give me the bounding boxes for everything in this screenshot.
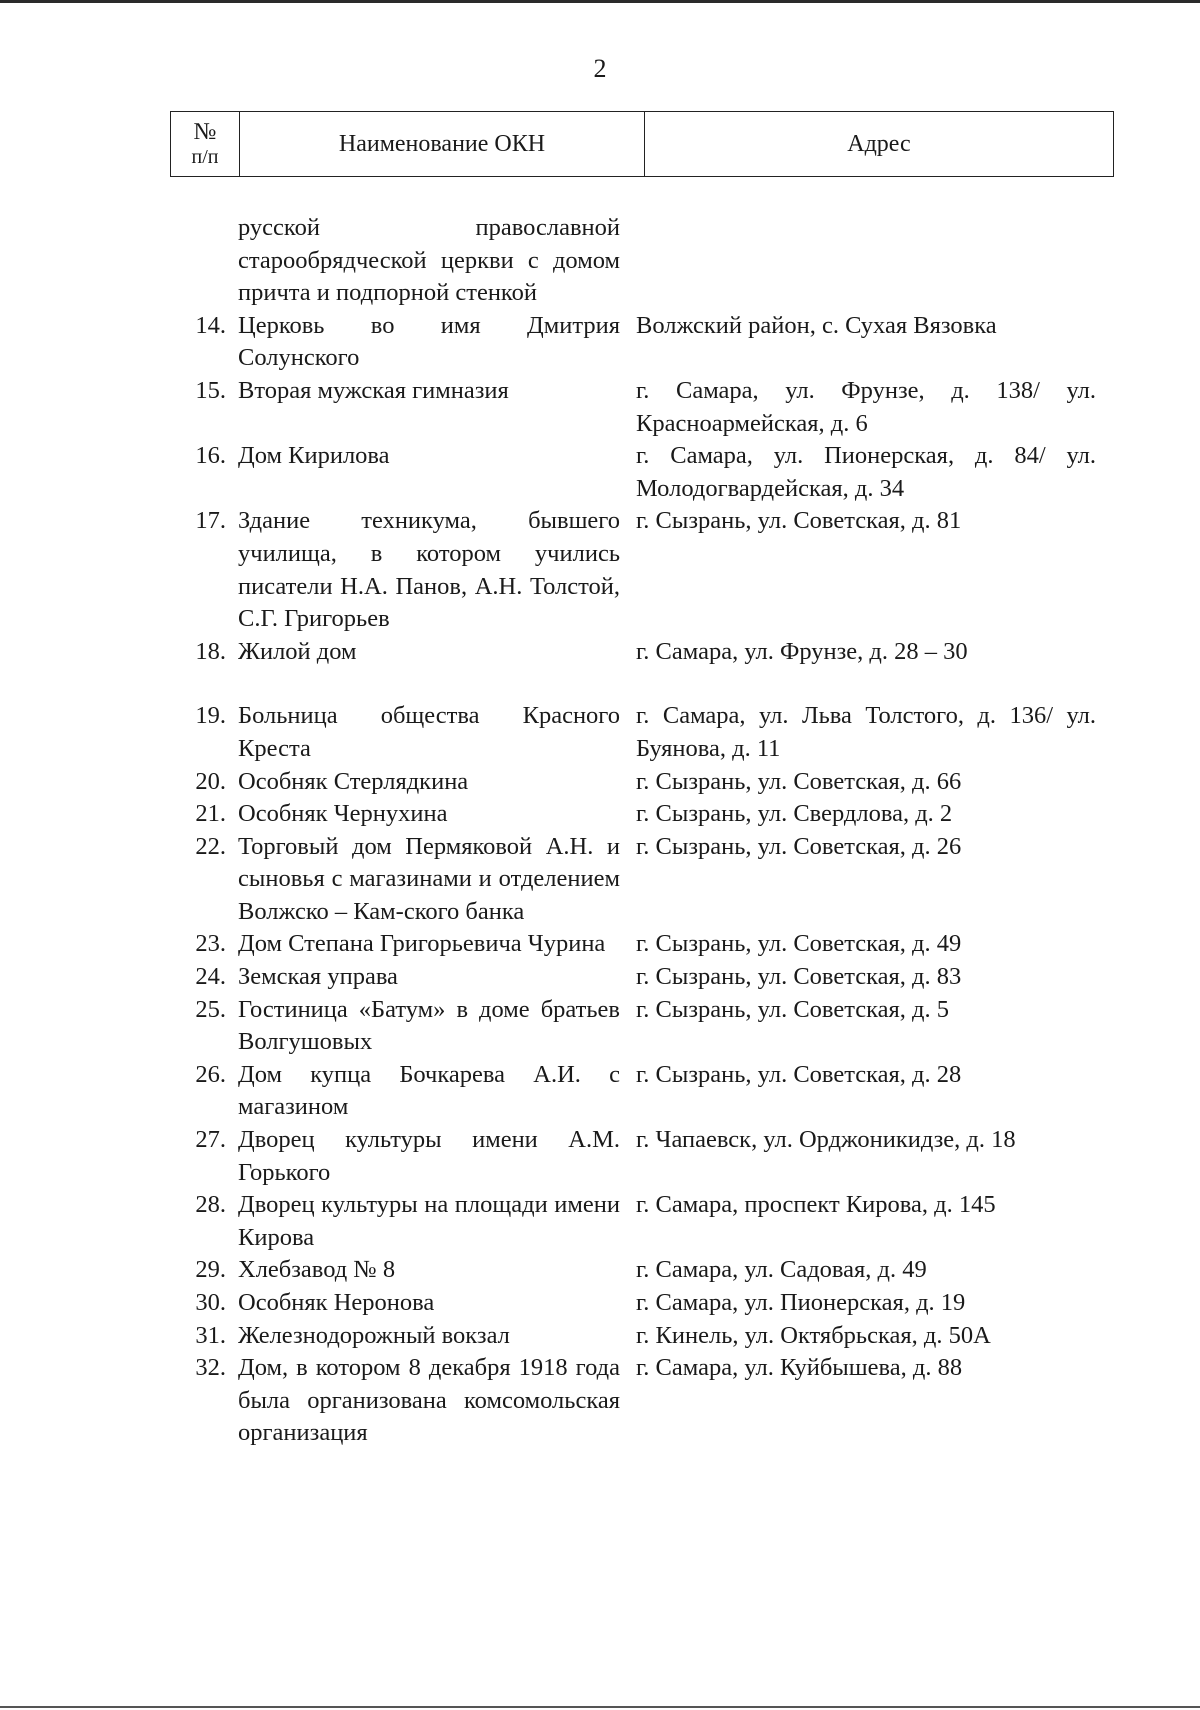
row-name: Больница общества Красного Креста [238, 702, 620, 762]
row-address [636, 212, 1096, 310]
row-name: Железнодорожный вокзал [238, 1321, 510, 1349]
row-name: Торговый дом Пермяковой А.Н. и сыновья с магазинами и отделением Волжско – Кам-ского банка [238, 832, 620, 925]
row-name: Жилой дом [238, 637, 357, 665]
row-spacer [170, 668, 1114, 700]
row-address: г. Самара, ул. Фрунзе, д. 138/ ул. Красноармейская, д. 6 [636, 376, 1096, 437]
table-header [170, 111, 1114, 177]
table-row [170, 961, 1114, 994]
row-number: 14. [195, 311, 226, 339]
table-row [170, 440, 1114, 505]
row-number: 22. [195, 832, 226, 860]
table-row [170, 636, 1114, 669]
table-row [170, 831, 1114, 929]
row-number: 19. [195, 702, 226, 730]
row-number: 23. [195, 930, 226, 958]
row-address: г. Самара, ул. Льва Толстого, д. 136/ ул. Буянова, д. 11 [636, 702, 1096, 762]
table-row [170, 928, 1114, 961]
row-name: Церковь во имя Дмитрия Солунского [238, 311, 620, 372]
page-number: 2 [593, 54, 607, 83]
table-row [170, 1189, 1114, 1254]
continuation-row [170, 212, 1114, 310]
row-address: г. Самара, проспект Кирова, д. 145 [636, 1191, 996, 1219]
row-address: г. Сызрань, ул. Советская, д. 28 [636, 1060, 962, 1088]
row-name: Дом Степана Григорьевича Чурина [238, 930, 606, 958]
row-number: 21. [195, 800, 226, 828]
header-number-cell [171, 112, 239, 176]
row-address: г. Самара, ул. Садовая, д. 49 [636, 1256, 927, 1284]
table-row [170, 1287, 1114, 1320]
row-name: Дворец культуры имени А.М. Горького [238, 1126, 620, 1186]
row-name: Дворец культуры на площади имени Кирова [238, 1191, 620, 1251]
row-number: 29. [195, 1256, 226, 1284]
row-number: 31. [195, 1321, 226, 1349]
row-name: Особняк Стерлядкина [238, 767, 469, 795]
row-number: 25. [195, 995, 226, 1023]
row-name: Вторая мужская гимназия [238, 376, 509, 404]
row-address: Волжский район, с. Сухая Вязовка [636, 311, 997, 339]
row-number: 15. [195, 376, 226, 404]
row-name: Земская управа [238, 963, 398, 991]
row-name: Дом купца Бочкарева А.И. с магазином [238, 1060, 620, 1121]
table-row [170, 1059, 1114, 1124]
table-row [170, 1352, 1114, 1450]
row-name: Особняк Неронова [238, 1289, 435, 1316]
row-number: 32. [195, 1354, 226, 1382]
row-address: г. Сызрань, ул. Советская, д. 81 [636, 507, 962, 535]
row-number: 18. [195, 637, 226, 665]
row-address: г. Сызрань, ул. Свердлова, д. 2 [636, 800, 953, 828]
row-address: г. Сызрань, ул. Советская, д. 83 [636, 963, 962, 991]
table-row [170, 766, 1114, 799]
row-number: 17. [195, 507, 226, 535]
header-address-cell: Адрес [644, 112, 1113, 176]
row-name: Хлебзавод № 8 [238, 1256, 396, 1284]
row-address: г. Сызрань, ул. Советская, д. 5 [636, 995, 949, 1023]
table-row [170, 1320, 1114, 1353]
bottom-border-line [0, 1706, 1200, 1708]
row-number: 26. [195, 1060, 226, 1088]
row-number: 20. [195, 767, 226, 795]
row-number: 27. [195, 1126, 226, 1154]
table-row [170, 375, 1114, 440]
row-number: 30. [195, 1289, 226, 1316]
row-address: г. Кинель, ул. Октябрьская, д. 50А [636, 1321, 991, 1349]
table-row [170, 798, 1114, 831]
row-name: русской православной старообрядческой церкви с домом причта и подпорной стенкой [238, 214, 620, 307]
row-address: г. Сызрань, ул. Советская, д. 66 [636, 767, 962, 795]
table-row [170, 505, 1114, 635]
header-name-cell: Наименование ОКН [239, 112, 644, 176]
table-row [170, 1124, 1114, 1189]
row-number [170, 212, 238, 310]
table-row [170, 700, 1114, 765]
row-address: г. Сызрань, ул. Советская, д. 49 [636, 930, 962, 958]
row-name: Дом, в котором 8 декабря 1918 года была организована комсомольская организация [238, 1354, 620, 1447]
row-name: Здание техникума, бывшего училища, в котором учились писатели Н.А. Панов, А.Н. Толстой, С.Г. Григорьев [238, 507, 620, 633]
header-number-sublabel: п/п [191, 146, 219, 169]
row-address: г. Самара, ул. Фрунзе, д. 28 – 30 [636, 637, 968, 665]
top-border-line [0, 0, 1200, 3]
row-number: 24. [195, 963, 226, 991]
header-number-label: № [193, 118, 217, 145]
row-address: г. Чапаевск, ул. Орджоникидзе, д. 18 [636, 1126, 1016, 1154]
table-body [170, 212, 1114, 1450]
row-number: 28. [195, 1191, 226, 1219]
row-name: Особняк Чернухина [238, 800, 448, 828]
table-row [170, 1254, 1114, 1287]
table-row [170, 994, 1114, 1059]
row-address: г. Самара, ул. Пионерская, д. 19 [636, 1289, 966, 1316]
row-address: г. Самара, ул. Пионерская, д. 84/ ул. Молодогвардейская, д. 34 [636, 442, 1096, 502]
table-row [170, 310, 1114, 375]
row-number: 16. [195, 442, 226, 470]
row-name: Гостиница «Батум» в доме братьев Волгушовых [238, 995, 620, 1056]
row-name: Дом Кирилова [238, 442, 390, 470]
row-address: г. Сызрань, ул. Советская, д. 26 [636, 832, 962, 860]
row-address: г. Самара, ул. Куйбышева, д. 88 [636, 1354, 963, 1382]
